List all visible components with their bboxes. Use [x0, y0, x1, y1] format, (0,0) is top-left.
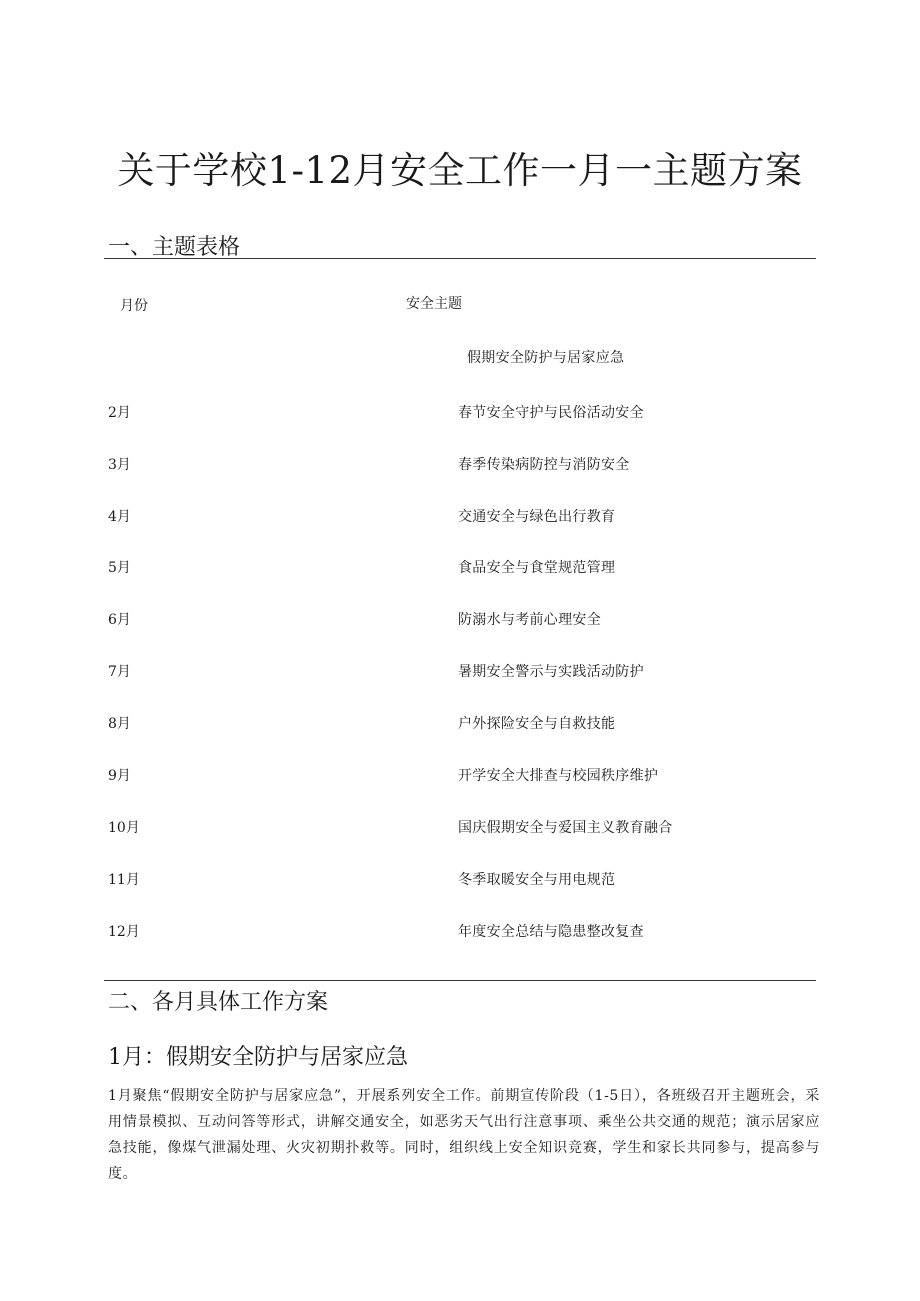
table-cell-month: 6月 — [108, 612, 131, 628]
table-cell-month: 3月 — [108, 457, 131, 473]
table-cell-month: 5月 — [108, 560, 131, 576]
table-cell-month: 7月 — [108, 664, 131, 680]
table-cell-month: 8月 — [108, 716, 131, 732]
table-header-month: 月份 — [120, 298, 148, 314]
table-cell-month: 11月 — [108, 872, 140, 888]
table-cell-theme: 防溺水与考前心理安全 — [458, 612, 601, 628]
table-cell-theme: 户外探险安全与自救技能 — [458, 716, 616, 732]
table-cell-theme: 食品安全与食堂规范管理 — [458, 560, 616, 576]
table-cell-theme: 暑期安全警示与实践活动防护 — [458, 664, 644, 680]
table-cell-month: 2月 — [108, 405, 131, 421]
section1-rule — [104, 258, 816, 259]
table-cell-theme: 春节安全守护与民俗活动安全 — [458, 405, 644, 421]
january-plan-paragraph: 1月聚焦“假期安全防护与居家应急”，开展系列安全工作。前期宣传阶段（1-5日），各班级召开主题班会，采用情景模拟、互动问答等形式，讲解交通安全，如恶劣天气出行注意事项、乘坐公共交通的规范；演示居家应急技能，像煤气泄漏处理、火灾初期扑救等。同时，组织线上安全知识竞赛，学生和家长共同参与，提高参与度。 — [108, 1088, 820, 1182]
table-cell-theme: 假期安全防护与居家应急 — [467, 350, 625, 366]
table-cell-theme: 春季传染病防控与消防安全 — [458, 457, 630, 473]
table-cell-theme: 开学安全大排查与校园秩序维护 — [458, 768, 659, 784]
section1-heading: 一、主题表格 — [108, 235, 241, 260]
section2-heading: 二、各月具体工作方案 — [108, 990, 329, 1015]
table-cell-theme: 冬季取暖安全与用电规范 — [458, 872, 616, 888]
document-title: 关于学校1-12月安全工作一月一主题方案 — [117, 149, 803, 192]
january-plan-heading: 1月：假期安全防护与居家应急 — [108, 1045, 408, 1070]
table-cell-month: 4月 — [108, 509, 131, 525]
table-cell-month: 9月 — [108, 768, 131, 784]
table-cell-theme: 国庆假期安全与爱国主义教育融合 — [458, 820, 673, 836]
table-cell-theme: 年度安全总结与隐患整改复查 — [458, 924, 644, 940]
table-cell-month: 10月 — [108, 820, 140, 836]
section2-rule — [104, 980, 816, 981]
table-cell-theme: 交通安全与绿色出行教育 — [458, 509, 616, 525]
table-header-theme: 安全主题 — [406, 296, 462, 312]
table-cell-month: 12月 — [108, 924, 140, 940]
